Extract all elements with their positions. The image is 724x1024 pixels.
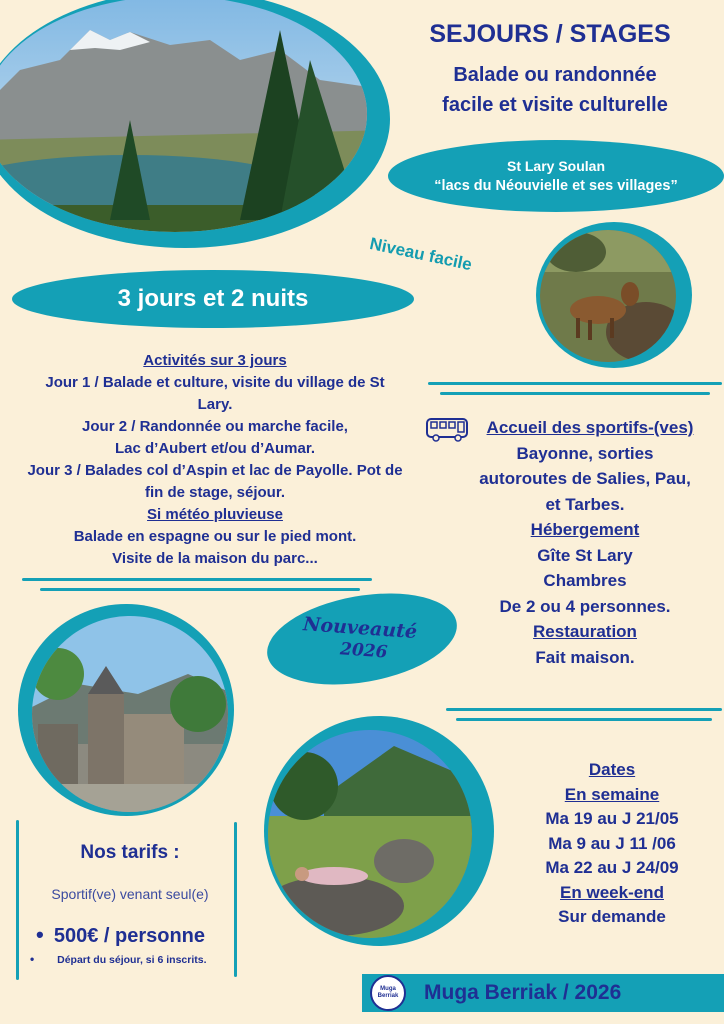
duration-label: 3 jours et 2 nuits xyxy=(117,285,309,312)
weekday-heading: En semaine xyxy=(564,784,660,804)
footer-logo xyxy=(370,975,406,1011)
rain-heading: Si météo pluvieuse xyxy=(147,506,283,523)
weekend-heading: En week-end xyxy=(560,882,664,902)
price-value: 500€ / personne xyxy=(53,925,206,947)
location-oval xyxy=(388,140,724,212)
rain-line-a: Balade en espagne ou sur le pied mont. xyxy=(73,528,357,545)
welcome-line-1: Bayonne, sorties xyxy=(516,443,654,463)
lodging-line-1: Gîte St Lary xyxy=(537,545,633,565)
hiker-photo xyxy=(264,716,494,946)
food-line-1: Fait maison. xyxy=(535,647,635,667)
hiker-photo-frame xyxy=(264,716,494,946)
welcome-block xyxy=(460,415,710,670)
new-badge-line-1: Nouveauté xyxy=(302,613,418,644)
subtitle-line-2: facile et visite culturelle xyxy=(442,94,668,116)
date-1: Ma 19 au J 21/05 xyxy=(545,809,679,828)
activities-block xyxy=(10,350,420,570)
divider-stripe xyxy=(446,708,722,711)
castle-photo xyxy=(18,604,234,816)
lodging-line-2: Chambres xyxy=(543,571,627,590)
rain-line-b: Visite de la maison du parc... xyxy=(112,550,318,567)
chamois-photo-frame xyxy=(536,222,692,368)
page-title: SEJOURS / STAGES xyxy=(429,20,671,48)
date-2: Ma 9 au J 11 /06 xyxy=(548,833,676,853)
lodging-line-3: De 2 ou 4 personnes. xyxy=(499,596,671,616)
new-badge xyxy=(260,580,464,698)
date-3: Ma 22 au J 24/09 xyxy=(545,858,679,877)
activity-day1-b: Lary. xyxy=(197,396,233,413)
divider-stripe xyxy=(456,718,712,721)
welcome-heading: Accueil des sportifs-(ves) xyxy=(486,418,694,437)
subtitle-line-1: Balade ou randonnée xyxy=(453,64,657,86)
divider-stripe xyxy=(428,382,722,385)
activity-day1-a: Jour 1 / Balade et culture, visite du village de St xyxy=(45,374,385,391)
price-note-text: Départ du séjour, si 6 inscrits. xyxy=(57,954,207,966)
footer-bar xyxy=(362,974,724,1012)
prices-heading: Nos tarifs : xyxy=(80,842,180,863)
footer-brand: Muga Berriak / 2026 xyxy=(424,981,622,1004)
divider-stripe xyxy=(440,392,710,395)
weekend-value: Sur demande xyxy=(558,907,666,926)
bullet-dot: • xyxy=(36,922,44,947)
new-badge-line-2: 2026 xyxy=(339,639,389,663)
activity-day2-a: Jour 2 / Randonnée ou marche facile, xyxy=(82,418,348,435)
prices-who: Sportif(ve) venant seul(e) xyxy=(51,886,209,902)
welcome-line-3: et Tarbes. xyxy=(545,494,625,514)
dates-heading: Dates xyxy=(588,760,636,779)
castle-photo-frame xyxy=(18,604,234,816)
price-side-stripe xyxy=(16,820,19,980)
location-line-1: St Lary Soulan xyxy=(506,158,606,174)
activity-day3-b: fin de stage, séjour. xyxy=(144,484,286,501)
page-subtitle xyxy=(395,60,715,120)
divider-stripe xyxy=(40,588,360,591)
lake-photo-frame xyxy=(0,0,390,248)
activity-day3-a: Jour 3 / Balades col d’Aspin et lac de Payolle. Pot de xyxy=(27,462,403,479)
dates-block xyxy=(512,758,712,930)
price-note xyxy=(30,952,240,966)
duration-oval xyxy=(12,270,414,328)
lake-photo xyxy=(0,0,390,248)
activity-day2-b: Lac d’Aubert et/ou d’Aumar. xyxy=(114,440,316,457)
activities-heading: Activités sur 3 jours xyxy=(143,352,287,369)
level-label: Niveau facile xyxy=(368,234,474,275)
welcome-line-2: autoroutes de Salies, Pau, xyxy=(479,469,691,488)
divider-stripe xyxy=(22,578,372,581)
food-heading: Restauration xyxy=(533,622,637,641)
footer-logo-text: Muga Berriak xyxy=(377,986,399,999)
chamois-photo xyxy=(536,222,692,368)
lodging-heading: Hébergement xyxy=(530,520,640,539)
location-line-2: “lacs du Néouvielle et ses villages” xyxy=(434,178,678,194)
price-bullet xyxy=(36,922,236,948)
bullet-dot: • xyxy=(30,952,35,966)
